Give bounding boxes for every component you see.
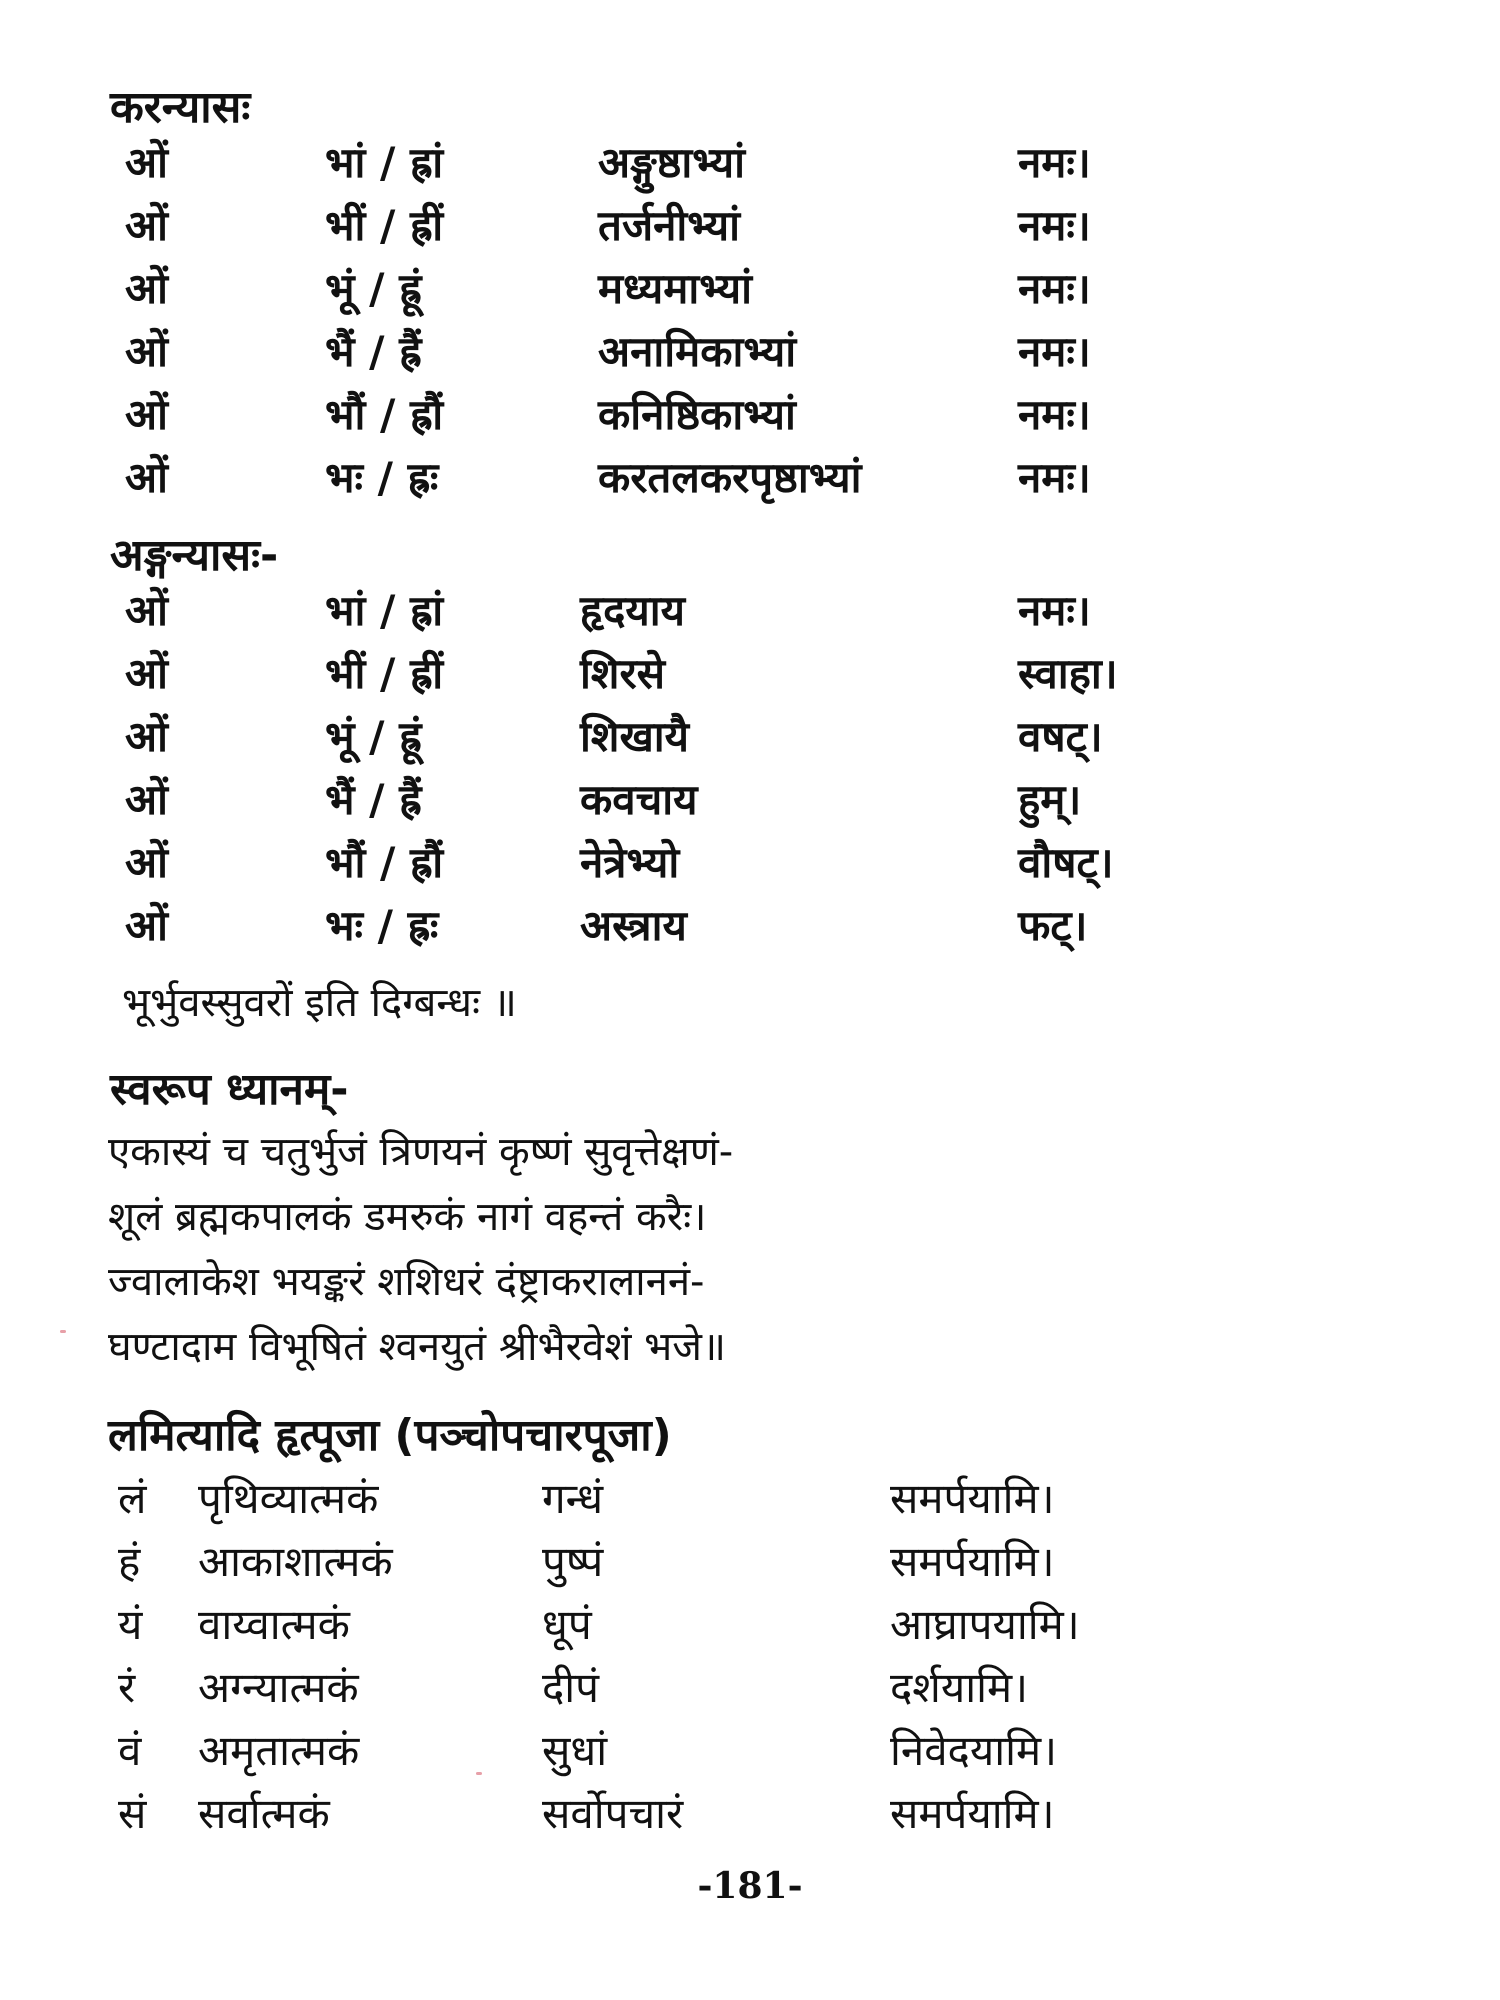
om-syllable: ओं <box>125 201 168 250</box>
namah-ending: नमः। <box>1018 201 1091 250</box>
bija-mantra: भैं / ह्रैं <box>325 775 422 824</box>
anga-name: अनामिकाभ्यां <box>598 327 797 376</box>
puja-bija: हं <box>118 1537 141 1586</box>
om-syllable: ओं <box>125 390 168 439</box>
dhyana-verse-line: ज्वालाकेश भयङ्करं शशिधरं दंष्ट्राकरालाननं- <box>108 1259 705 1305</box>
anga-name: कवचाय <box>580 775 698 824</box>
puja-row <box>0 1531 1500 1593</box>
offering-verb: निवेदयामि। <box>890 1726 1057 1775</box>
om-syllable: ओं <box>125 712 168 761</box>
om-syllable: ओं <box>125 138 168 187</box>
anga-name: करतलकरपृष्ठाभ्यां <box>598 453 862 502</box>
mantra-ending: वषट्। <box>1018 712 1103 761</box>
upachara-item: पुष्पं <box>542 1537 604 1586</box>
scan-speck <box>60 1330 66 1333</box>
puja-row <box>0 1594 1500 1656</box>
namah-ending: नमः। <box>1018 327 1091 376</box>
puja-bija: यं <box>118 1600 143 1649</box>
bija-mantra: भः / ह्रः <box>325 901 439 950</box>
bija-mantra: भूं / ह्रूं <box>325 712 422 761</box>
puja-row <box>0 1783 1500 1845</box>
anga-name: तर्जनीभ्यां <box>598 201 741 250</box>
mantra-ending: वौषट्। <box>1018 838 1114 887</box>
namah-ending: नमः। <box>1018 390 1091 439</box>
puja-bija: सं <box>118 1789 147 1838</box>
anga-name: अस्त्राय <box>580 901 687 950</box>
offering-verb: समर्पयामि। <box>890 1474 1055 1523</box>
dhyana-verse-line: शूलं ब्रह्मकपालकं डमरुकं नागं वहन्तं करैः। <box>108 1194 707 1240</box>
om-syllable: ओं <box>125 453 168 502</box>
puja-bija: लं <box>118 1474 147 1523</box>
mantra-ending: हुम्। <box>1018 775 1082 824</box>
upachara-item: गन्धं <box>542 1474 604 1523</box>
anganyasa-row <box>0 706 1500 768</box>
tattva-name: पृथिव्यात्मकं <box>198 1474 379 1523</box>
anganyasa-heading: अङ्गन्यासः- <box>110 530 279 581</box>
upachara-item: सर्वोपचारं <box>542 1789 684 1838</box>
bija-mantra: भौं / ह्रौं <box>325 390 444 439</box>
offering-verb: समर्पयामि। <box>890 1789 1055 1838</box>
om-syllable: ओं <box>125 901 168 950</box>
mantra-ending: फट्। <box>1018 901 1088 950</box>
om-syllable: ओं <box>125 775 168 824</box>
anganyasa-row <box>0 895 1500 957</box>
tattva-name: अमृतात्मकं <box>198 1726 360 1775</box>
anga-name: नेत्रेभ्यो <box>580 838 680 887</box>
page-number: -181- <box>697 1865 803 1907</box>
anganyasa-row <box>0 832 1500 894</box>
bija-mantra: भां / ह्रां <box>325 586 444 635</box>
upachara-item: सुधां <box>542 1726 608 1775</box>
offering-verb: समर्पयामि। <box>890 1537 1055 1586</box>
puja-row <box>0 1720 1500 1782</box>
om-syllable: ओं <box>125 327 168 376</box>
namah-ending: नमः। <box>1018 264 1091 313</box>
puja-bija: रं <box>118 1663 136 1712</box>
anga-name: हृदयाय <box>580 586 686 635</box>
puja-row <box>0 1468 1500 1530</box>
anga-name: कनिष्ठिकाभ्यां <box>598 390 796 439</box>
karanyasa-row <box>0 258 1500 320</box>
karanyasa-row <box>0 447 1500 509</box>
mantra-ending: स्वाहा। <box>1018 649 1118 698</box>
om-syllable: ओं <box>125 586 168 635</box>
tattva-name: अग्न्यात्मकं <box>198 1663 359 1712</box>
bija-mantra: भीं / ह्रीं <box>325 201 444 250</box>
offering-verb: आघ्रापयामि। <box>890 1600 1080 1649</box>
anganyasa-row <box>0 643 1500 705</box>
dhyanam-heading: स्वरूप ध्यानम्- <box>110 1064 349 1115</box>
karanyasa-row <box>0 384 1500 446</box>
om-syllable: ओं <box>125 264 168 313</box>
anga-name: अङ्गुष्ठाभ्यां <box>598 138 746 187</box>
anga-name: शिखायै <box>580 712 690 761</box>
puja-row <box>0 1657 1500 1719</box>
namah-ending: नमः। <box>1018 138 1091 187</box>
anga-name: मध्यमाभ्यां <box>598 264 752 313</box>
bija-mantra: भैं / ह्रैं <box>325 327 422 376</box>
anganyasa-row <box>0 769 1500 831</box>
bija-mantra: भौं / ह्रौं <box>325 838 444 887</box>
puja-heading: लमित्यादि हृत्पूजा (पञ्चोपचारपूजा) <box>108 1410 672 1461</box>
tattva-name: आकाशात्मकं <box>198 1537 393 1586</box>
anga-name: शिरसे <box>580 649 666 698</box>
bija-mantra: भः / ह्रः <box>325 453 439 502</box>
mantra-ending: नमः। <box>1018 586 1091 635</box>
digbandha-line: भूर्भुवस्सुवरों इति दिग्बन्धः ॥ <box>122 980 517 1026</box>
bija-mantra: भूं / ह्रूं <box>325 264 422 313</box>
bija-mantra: भीं / ह्रीं <box>325 649 444 698</box>
bija-mantra: भां / ह्रां <box>325 138 444 187</box>
namah-ending: नमः। <box>1018 453 1091 502</box>
upachara-item: धूपं <box>542 1600 592 1649</box>
dhyana-verse-line: एकास्यं च चतुर्भुजं त्रिणयनं कृष्णं सुवृत्तेक्षणं- <box>108 1129 734 1175</box>
karanyasa-row <box>0 321 1500 383</box>
dhyana-verse-line: घण्टादाम विभूषितं श्वनयुतं श्रीभैरवेशं भजे॥ <box>108 1324 726 1370</box>
tattva-name: सर्वात्मकं <box>198 1789 330 1838</box>
offering-verb: दर्शयामि। <box>890 1663 1029 1712</box>
upachara-item: दीपं <box>542 1663 600 1712</box>
tattva-name: वाय्वात्मकं <box>198 1600 350 1649</box>
karanyasa-row <box>0 132 1500 194</box>
karanyasa-heading: करन्यासः <box>110 82 251 133</box>
karanyasa-row <box>0 195 1500 257</box>
om-syllable: ओं <box>125 838 168 887</box>
scan-speck <box>476 1772 482 1775</box>
anganyasa-row <box>0 580 1500 642</box>
puja-bija: वं <box>118 1726 142 1775</box>
om-syllable: ओं <box>125 649 168 698</box>
